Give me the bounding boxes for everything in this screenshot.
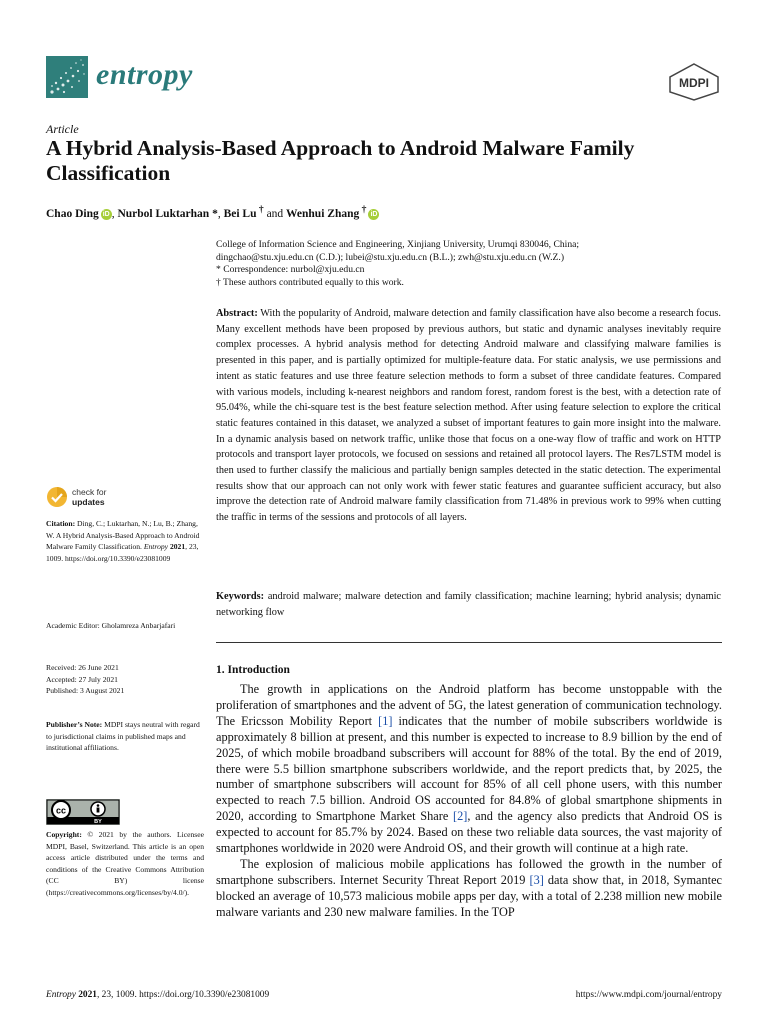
- affiliation-line: College of Information Science and Engineering, Xinjiang University, Urumqi 830046, China;: [216, 239, 580, 250]
- footer-citation: Entropy 2021, 23, 1009. https://doi.org/10.3390/e23081009: [46, 990, 270, 1000]
- doi-link[interactable]: , 23, 1009. https://doi.org/10.3390/e23081009: [46, 542, 199, 563]
- orcid-icon[interactable]: iD: [370, 210, 378, 218]
- check-for-updates-badge[interactable]: check for updates: [46, 486, 146, 512]
- abstract: [216, 306, 721, 526]
- author-name[interactable]: Wenhui Zhang: [286, 207, 360, 220]
- citation-link[interactable]: [2]: [453, 809, 468, 824]
- author-name[interactable]: Nurbol Luktarhan: [117, 207, 210, 220]
- equal-contribution-note: † These authors contributed equally to this work.: [216, 276, 404, 288]
- publisher-note: Publisher’s Note: MDPI stays neutral with regard to jurisdictional claims in published maps and institutional affiliations.: [46, 720, 200, 753]
- correspondence[interactable]: * Correspondence: nurbol@xju.edu.cn: [216, 264, 365, 275]
- cc-by-license-icon[interactable]: [46, 799, 120, 825]
- article-type: Article: [46, 122, 79, 136]
- publication-dates: [46, 662, 204, 697]
- author-name[interactable]: Chao Ding: [46, 207, 99, 220]
- paragraph: The growth in applications on the Android platform has become unstoppable with the proliferation of smartphones and the advent of 5G, the latest generation of communication technology. The Ericsson Mobility Report [1] indicates that the number of mobile subscribers worldwide is approximately 8 billion at present, and this number is expected to increase to 8.9 billion by the end of 2025, of which mobile broadband subscribers will account for 88% of the total. By the end of 2019, there were 5.5 billion smartphone subscribers worldwide, and the report predicts that, by 2025, the number of smartphone subscribers will account for 85% of all cell phone users, with this number expected to reach 7.5 billion. Android OS accounted for 84.8% of global smartphone shipments in 2020, according to Smartphone Market Share [2], and the agency also predicts that Android OS is expected to account for 85.7% by 2024. Based on these two reliable data sources, the vast majority of smartphones worldwide in 2020 were Android OS, and their growth will continue at a high rate.: [216, 682, 722, 856]
- section-divider: [216, 642, 722, 643]
- paragraph: The explosion of malicious mobile applications has followed the growth in the number of smartphone subscribers. Internet Security Threat Report 2019 [3] data show that, in 2018, Symantec blocked an average of 10,573 malicious mobile apps per day, with a total of 2.238 million new mobile malware variants and 230 new malware families. In the TOP: [216, 856, 722, 919]
- abstract-label: Abstract:: [216, 308, 258, 319]
- abstract-text: With the popularity of Android, malware detection and family classification have also become a research focus. Many excellent methods have been proposed by previous authors, but static and dynamic analyses inevitably require complex processes. A hybrid analysis method for detecting Android malware and classifying malware families is presented in this paper, and is partially optimized for multiple-feature data. For static analysis, we use permissions and intent as static features and use three feature selection methods to form a subset of three candidate features. Compared with various models, including k-nearest neighbors and random forest, random forest is the best, with a detection rate of 95.04%, while the chi-square test is the best feature selection method. After using feature selection to explore the critical static features contained in this dataset, we analyzed a subset of important features to gain more insight into the malware. In a dynamic analysis based on network traffic, unlike those that focus on a one-way flow of traffic and work on HTTP protocols and transport layer protocols, we focused on sessions and retained all protocol layers. The Res7LSTM model is then used to further classify the malicious and partially benign samples detected in the static detection. The experimental results show that our approach can not only work with fewer static features and guarantee sufficient accuracy, but also improve the detection rate of Android malware family classification from 71.48% in previous work to 99% when cutting the traffic in terms of the sessions and protocols of all layers.: [216, 308, 721, 524]
- author-name[interactable]: Bei Lu: [223, 207, 257, 220]
- journal-name: entropy: [96, 58, 193, 91]
- academic-editor: Academic Editor: Gholamreza Anbarjafari: [46, 621, 176, 630]
- citation-link[interactable]: [1]: [378, 713, 393, 728]
- section-heading: 1. Introduction: [216, 664, 290, 676]
- check-updates-icon: [46, 486, 68, 508]
- svg-text:BY: BY: [94, 819, 102, 825]
- copyright-notice: Copyright: © 2021 by the authors. Licensee MDPI, Basel, Switzerland. This article is an open access article distributed under the terms and conditions of the Creative Commons Attribution (CC BY) license (https://creativecommons.org/licenses/by/4.0/).: [46, 830, 204, 897]
- received-date: Received: 26 June 2021: [46, 663, 119, 672]
- citation-block: Citation: Ding, C.; Luktarhan, N.; Lu, B.; Zhang, W. A Hybrid Analysis-Based Approach to Android Malware Family Classification. Entropy 2021, 23, 1009. https://doi.org/10.3390/e23081009: [46, 519, 200, 563]
- svg-text:cc: cc: [55, 805, 67, 816]
- keywords-label: Keywords:: [216, 591, 265, 602]
- published-date: Published: 3 August 2021: [46, 686, 125, 696]
- keywords: [216, 589, 721, 620]
- publisher-name: MDPI: [679, 76, 709, 90]
- citation-link[interactable]: [3]: [529, 872, 544, 887]
- author-list: Chao Ding iD , Nurbol Luktarhan *, Bei Lu † and Wenhui Zhang † iD: [46, 204, 378, 220]
- footer-journal-url[interactable]: https://www.mdpi.com/journal/entropy: [575, 990, 722, 1000]
- orcid-icon[interactable]: iD: [102, 210, 110, 218]
- keywords-text: android malware; malware detection and family classification; machine learning; hybrid analysis; dynamic networking flow: [216, 591, 722, 618]
- affiliations: [216, 239, 726, 289]
- affiliation-emails[interactable]: dingchao@stu.xju.edu.cn (C.D.); lubei@stu.xju.edu.cn (B.L.); zwh@stu.xju.edu.cn (W.Z.): [216, 251, 565, 263]
- entropy-logo-icon: [46, 56, 88, 98]
- paper-title: A Hybrid Analysis-Based Approach to Android Malware Family Classification: [46, 136, 635, 185]
- accepted-date: Accepted: 27 July 2021: [46, 674, 118, 684]
- introduction-body: [216, 682, 722, 921]
- mdpi-logo-icon: [666, 62, 722, 102]
